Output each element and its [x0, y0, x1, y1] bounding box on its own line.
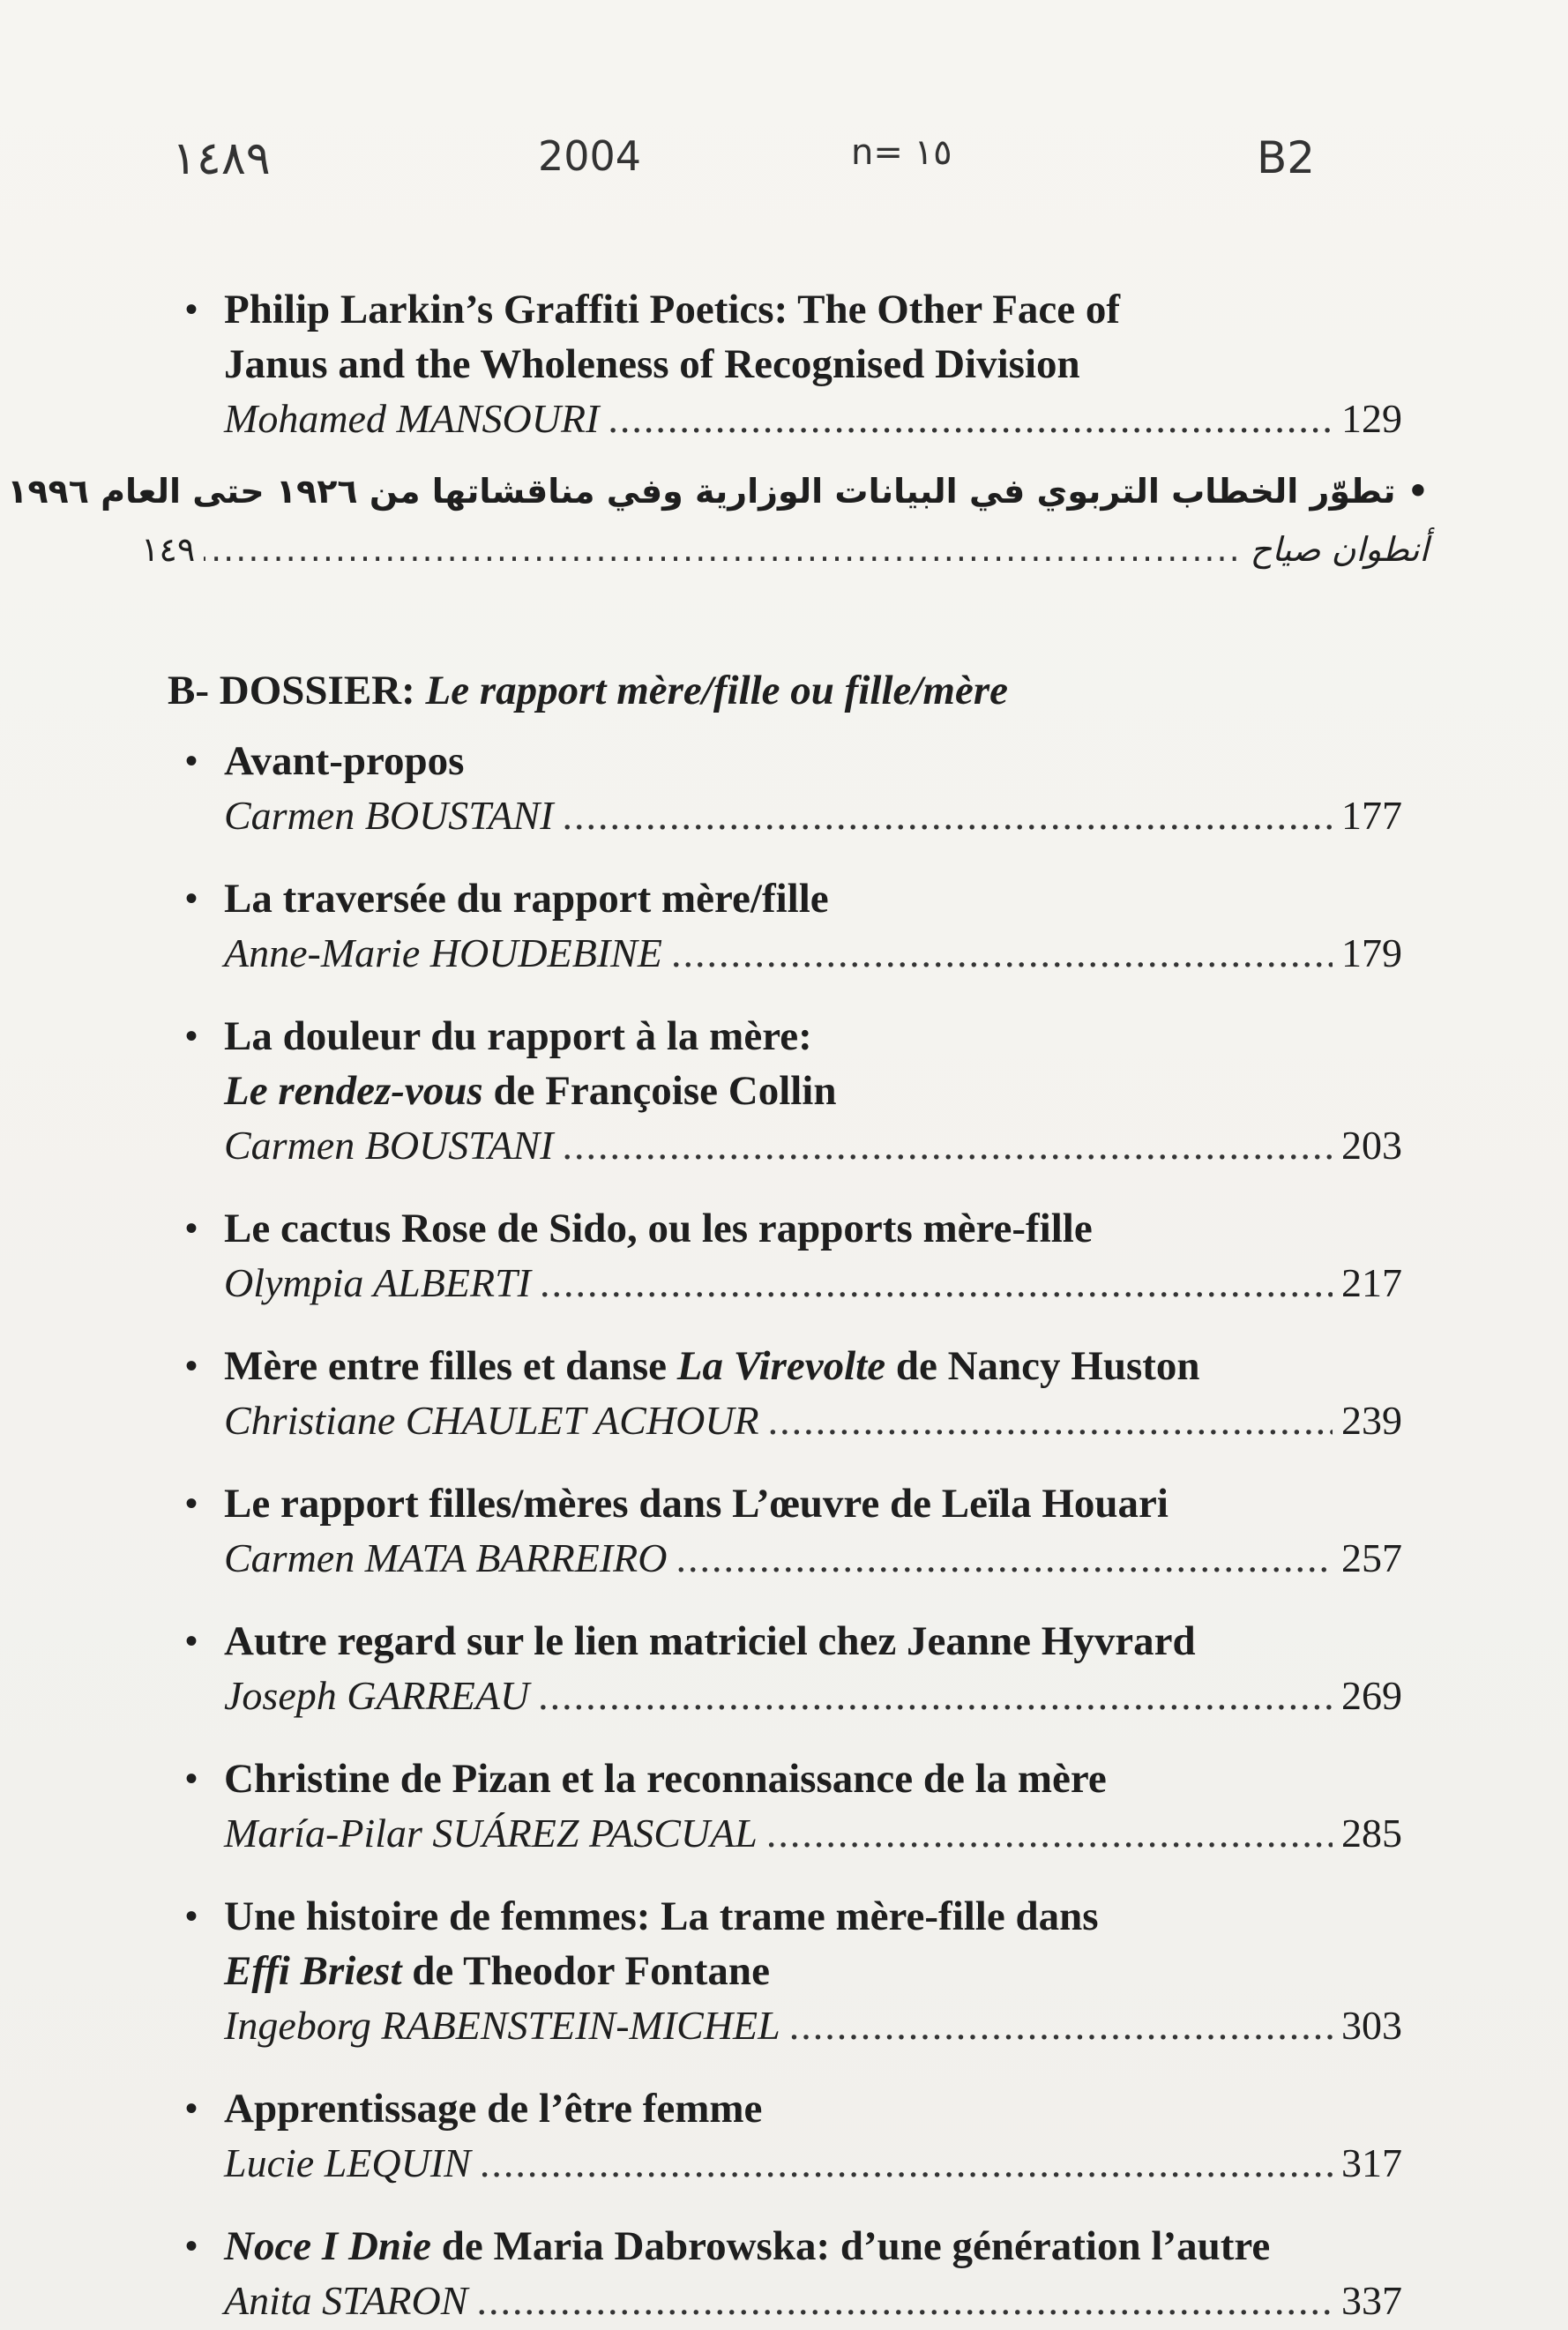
author-name: María-Pilar SUÁREZ PASCUAL	[224, 1811, 758, 1856]
dot-leader	[480, 2136, 1333, 2191]
bullet-icon: •	[1395, 472, 1429, 511]
bullet-icon: •	[185, 1483, 198, 1523]
bullet-icon: •	[185, 1016, 198, 1056]
entry-title	[185, 1476, 1402, 1531]
entry-title-line: Le cactus Rose de Sido, ou les rapports mère-fille	[224, 1206, 1093, 1251]
author-line	[185, 2136, 1402, 2191]
page-number: ١٤٩	[141, 530, 196, 569]
handwritten-number: n= ١٥	[851, 132, 952, 173]
entry-title-italic: La Virevolte	[676, 1343, 886, 1389]
dot-leader	[204, 520, 1241, 579]
entry-title-line: Avant-propos	[224, 738, 465, 784]
entry-title-line: Philip Larkin’s Graffiti Poetics: The Other Face of	[224, 287, 1121, 332]
section-heading	[168, 663, 1402, 718]
entry-title	[185, 282, 1402, 337]
dot-leader	[540, 1256, 1333, 1311]
entry-title-line: Le rapport filles/mères dans L’œuvre de Leïla Houari	[224, 1481, 1169, 1527]
bullet-icon: •	[185, 2088, 198, 2128]
author-name: Mohamed MANSOURI	[224, 396, 600, 441]
page-number: 303	[1341, 2003, 1402, 2048]
entry-title	[185, 734, 1402, 788]
toc-entry	[185, 1476, 1402, 1586]
author-name: Lucie LEQUIN	[224, 2140, 471, 2185]
dot-leader	[563, 788, 1333, 843]
bullet-icon: •	[185, 878, 198, 918]
entry-title	[185, 1889, 1402, 1944]
toc-entry	[185, 1201, 1402, 1311]
toc-entry-arabic	[7, 462, 1429, 579]
entry-title-line: Autre regard sur le lien matriciel chez Jeanne Hyvrard	[224, 1618, 1196, 1664]
toc-entry	[185, 282, 1402, 446]
toc-entry	[185, 1339, 1402, 1448]
entry-title	[185, 1201, 1402, 1256]
author-name: Anita STARON	[224, 2278, 468, 2323]
author-name: Joseph GARREAU	[224, 1673, 530, 1718]
entry-title	[185, 337, 1402, 392]
dot-leader	[768, 1393, 1333, 1448]
page-number: 269	[1341, 1673, 1402, 1718]
entry-title	[7, 462, 1429, 520]
toc-entry	[185, 1009, 1402, 1173]
author-name: Christiane CHAULET ACHOUR	[224, 1398, 759, 1443]
table-of-contents	[7, 282, 1429, 2328]
entry-title-line: La douleur du rapport à la mère:	[224, 1013, 812, 1059]
section-prefix: B- DOSSIER:	[168, 668, 426, 713]
dot-leader	[538, 1669, 1333, 1723]
entry-title-italic: Noce I Dnie	[224, 2223, 431, 2269]
bullet-icon: •	[185, 2226, 198, 2266]
section-title: Le rapport mère/fille ou fille/mère	[425, 668, 1008, 713]
entry-title-line: de Theodor Fontane	[401, 1948, 770, 1994]
entry-title-line: تطوّر الخطاب التربوي في البيانات الوزارية وفي مناقشاتها من ١٩٢٦ حتى العام ١٩٩٦	[7, 472, 1396, 511]
author-line	[185, 1393, 1402, 1448]
page-number: 317	[1341, 2140, 1402, 2185]
page-number: 177	[1341, 793, 1402, 838]
toc-entry	[185, 1751, 1402, 1861]
entry-title-line: Christine de Pizan et la reconnaissance de la mère	[224, 1756, 1107, 1802]
entry-title-line: Janus and the Wholeness of Recognised Division	[224, 341, 1080, 387]
page-number: 257	[1341, 1535, 1402, 1580]
entry-title	[185, 2081, 1402, 2136]
entry-title-italic: Effi Briest	[224, 1948, 402, 1994]
author-line	[185, 1669, 1402, 1723]
author-line	[185, 1531, 1402, 1586]
bullet-icon: •	[185, 741, 198, 780]
entry-title	[185, 1064, 1402, 1118]
entry-title	[185, 1339, 1402, 1393]
dot-leader	[789, 1998, 1333, 2053]
entry-title	[185, 871, 1402, 926]
toc-entry	[185, 1614, 1402, 1723]
author-line	[185, 788, 1402, 843]
entry-title	[185, 1944, 1402, 1998]
author-name: Olympia ALBERTI	[224, 1260, 531, 1305]
toc-entry	[185, 2219, 1402, 2328]
entry-title-line: de Nancy Huston	[885, 1343, 1200, 1389]
dot-leader	[563, 1118, 1333, 1173]
page-number: 203	[1341, 1123, 1402, 1168]
entry-title	[185, 1614, 1402, 1669]
author-line	[185, 1118, 1402, 1173]
dot-leader	[476, 2274, 1333, 2328]
author-name: أنطوان صياح	[1250, 530, 1429, 569]
entry-title	[185, 1009, 1402, 1064]
page-number: 217	[1341, 1260, 1402, 1305]
bullet-icon: •	[185, 1759, 198, 1798]
entry-title	[185, 2219, 1402, 2274]
entry-title-line: de Maria Dabrowska: d’une génération l’autre	[430, 2223, 1271, 2269]
entry-title-italic: Le rendez-vous	[224, 1068, 483, 1114]
handwritten-mark: ١٤٨٩	[172, 132, 271, 185]
author-name: Carmen BOUSTANI	[224, 1123, 554, 1168]
author-line	[185, 1998, 1402, 2053]
toc-entry	[185, 1889, 1402, 2053]
toc-entry	[185, 734, 1402, 843]
page-number: 337	[1341, 2278, 1402, 2323]
entry-title-line: La traversée du rapport mère/fille	[224, 876, 829, 922]
bullet-icon: •	[185, 1621, 198, 1661]
author-name: Carmen BOUSTANI	[224, 793, 554, 838]
author-line	[185, 392, 1402, 446]
entry-title	[185, 1751, 1402, 1806]
bullet-icon: •	[185, 1208, 198, 1248]
handwritten-year: 2004	[538, 132, 642, 180]
dot-leader	[671, 926, 1333, 981]
entry-title-line: Apprentissage de l’être femme	[224, 2086, 763, 2132]
entry-title-line: Une histoire de femmes: La trame mère-fille dans	[224, 1893, 1099, 1939]
author-name: Carmen MATA BARREIRO	[224, 1535, 668, 1580]
author-line	[185, 1256, 1402, 1311]
author-line	[185, 926, 1402, 981]
page-number: 285	[1341, 1811, 1402, 1856]
author-name: Anne-Marie HOUDEBINE	[224, 930, 662, 975]
entry-title-line: Mère entre filles et danse	[224, 1343, 677, 1389]
dot-leader	[766, 1806, 1333, 1861]
dot-leader	[676, 1531, 1333, 1586]
toc-entry	[185, 871, 1402, 981]
bullet-icon: •	[185, 1346, 198, 1385]
author-line	[185, 1806, 1402, 1861]
page-number: 239	[1341, 1398, 1402, 1443]
handwritten-code: B2	[1257, 132, 1316, 183]
author-line	[141, 520, 1429, 579]
dot-leader	[608, 392, 1333, 446]
page-number: 129	[1341, 396, 1402, 441]
entry-title-line: de Françoise Collin	[482, 1068, 837, 1114]
author-name: Ingeborg RABENSTEIN-MICHEL	[224, 2003, 780, 2048]
toc-entry	[185, 2081, 1402, 2191]
author-line	[185, 2274, 1402, 2328]
bullet-icon: •	[185, 289, 198, 329]
bullet-icon: •	[185, 1896, 198, 1936]
page-number: 179	[1341, 930, 1402, 975]
